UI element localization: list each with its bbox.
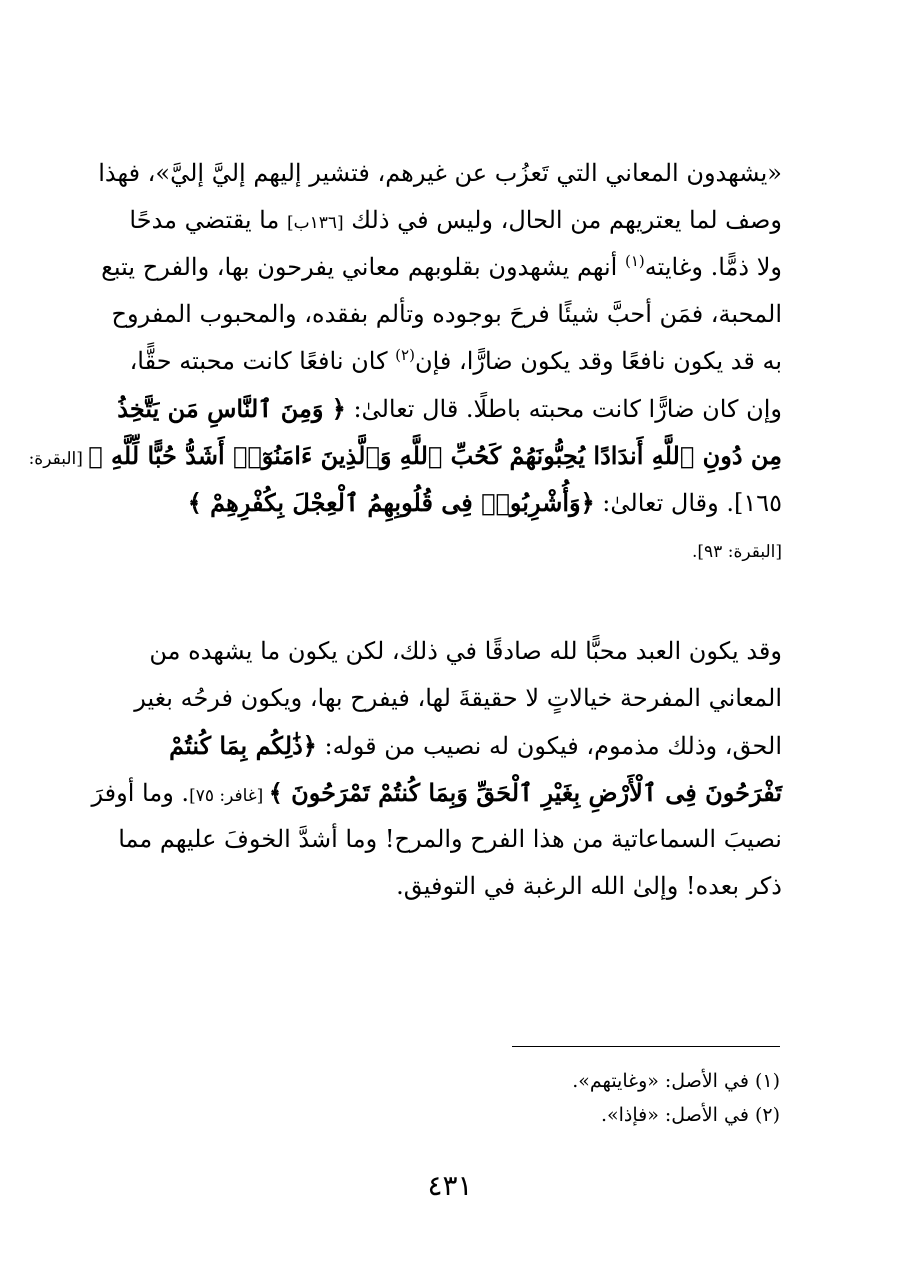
text-line: المحبة، فمَن أحبَّ شيئًا فرحَ بوجوده وتألم بفقده، والمحبوب المفروح — [111, 300, 782, 328]
text-line: نصيبَ السماعاتية من هذا الفرح والمرح! وما أشدَّ الخوفَ عليهم مما — [118, 825, 782, 853]
footnote-divider — [512, 1046, 780, 1047]
text-line — [28, 432, 782, 479]
text-line — [120, 338, 782, 385]
paragraph-1 — [28, 150, 782, 573]
text-line: «يشهدون المعاني التي تَعزُب عن غيرهم، فتشير إليهم إليَّ إليَّ»، فهذا — [98, 159, 782, 187]
footnote-1: (١) في الأصل: «وغايتهم». — [572, 1070, 780, 1092]
text-line — [120, 479, 782, 526]
text-line — [91, 769, 782, 816]
quran-verse: ﴿ذَٰلِكُم بِمَا كُنتُمْ — [169, 731, 317, 760]
text-line — [120, 526, 782, 573]
footnote-2: (٢) في الأصل: «فإذا». — [600, 1104, 780, 1126]
text-run: وصف لما يعتريهم من الحال، وليس في ذلك — [343, 206, 782, 234]
text-line: المعاني المفرحة خيالاتٍ لا حقيقةَ لها، فيفرح بها، ويكون فرحُه بغير — [134, 684, 782, 712]
quran-verse: تَفْرَحُونَ فِى ٱلْأَرْضِ بِغَيْرِ ٱلْحَقِّ وَبِمَا كُنتُمْ تَمْرَحُونَ ﴾ — [268, 778, 782, 807]
text-line: وقد يكون العبد محبًّا لله صادقًا في ذلك، لكن يكون ما يشهده من — [149, 637, 782, 665]
manuscript-folio-ref: [١٣٦ب] — [286, 213, 344, 233]
text-run: ولا ذمًّا. وغايته — [644, 253, 782, 281]
text-run: وإن كان ضارًّا كانت محبته باطلًا. قال تعالىٰ: — [345, 395, 782, 423]
text-run: أنهم يشهدون بقلوبهم معاني يفرحون بها، والفرح يتبع — [101, 253, 625, 281]
footnote-marker-1[interactable]: (١) — [624, 252, 645, 270]
quran-verse: ﴿ وَمِنَ ٱلنَّاسِ مَن يَتَّخِذُ — [117, 394, 346, 423]
text-run: ما يقتضي مدحًا — [129, 206, 287, 234]
footnotes — [380, 1064, 780, 1132]
text-run: كان نافعًا كانت محبته حقًّا، — [129, 347, 396, 375]
text-line — [120, 197, 782, 244]
text-run: به قد يكون نافعًا وقد يكون ضارًّا، فإن — [414, 347, 782, 375]
text-run: . وما أوفرَ — [91, 779, 190, 807]
footnote-marker-2[interactable]: (٢) — [395, 346, 415, 364]
verse-reference: [البقرة: ٩٣]. — [692, 542, 782, 562]
text-run: ١٦٥]. وقال تعالىٰ: — [594, 489, 782, 517]
quran-verse: مِن دُونِ ٱللَّهِ أَندَادًا يُحِبُّونَهُمْ كَحُبِّ ٱللَّهِ وَٱلَّذِينَ ءَامَنُوٓا۟ أَشَدُّ حُبًّا لِّلَّهِ ﴾ — [88, 441, 782, 470]
text-line — [117, 385, 782, 432]
verse-reference: [البقرة: — [28, 449, 89, 469]
paragraph-2 — [91, 628, 782, 910]
text-line — [120, 722, 782, 769]
text-line: ذكر بعده! وإلىٰ الله الرغبة في التوفيق. — [396, 872, 782, 900]
quran-verse: ﴿وَأُشْرِبُوا۟ فِى قُلُوبِهِمُ ٱلْعِجْلَ بِكُفْرِهِمْ ﴾ — [187, 488, 595, 517]
text-line — [101, 244, 782, 291]
verse-reference: [غافر: ٧٥] — [189, 786, 269, 806]
page-number: ٤٣١ — [427, 1169, 473, 1202]
text-run: الحق، وذلك مذموم، فيكون له نصيب من قوله: — [316, 732, 782, 760]
